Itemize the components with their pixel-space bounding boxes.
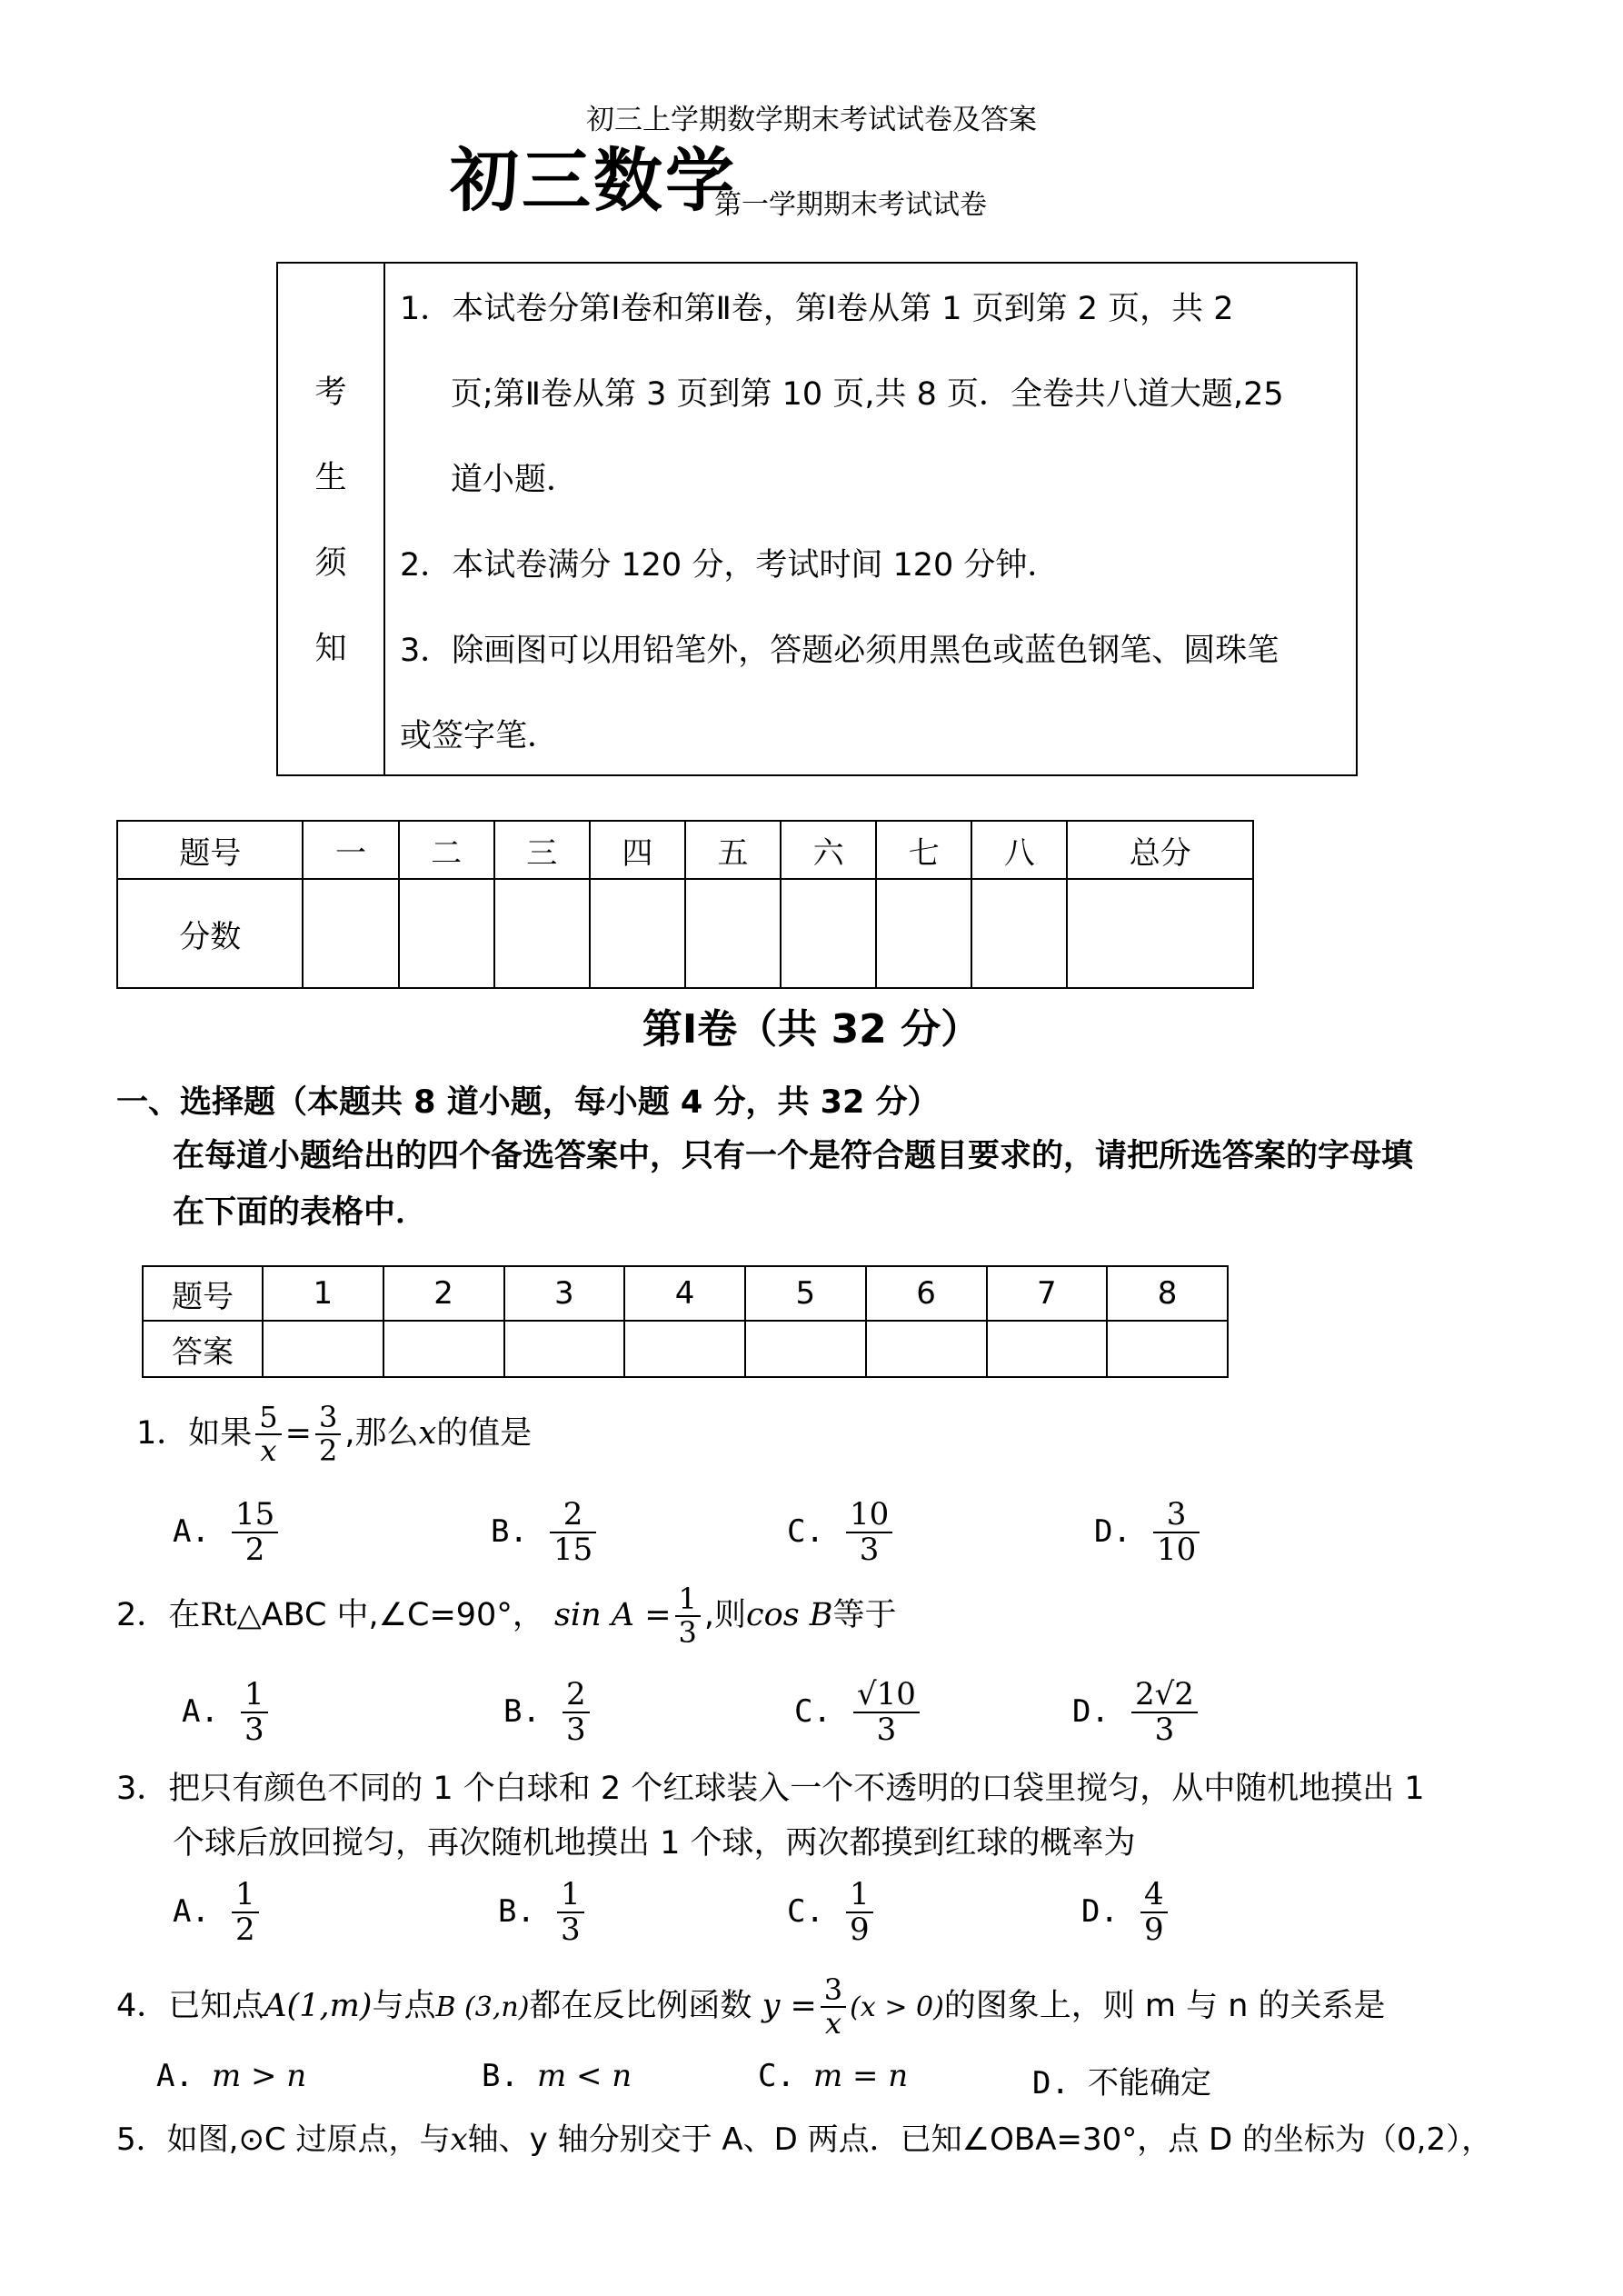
exam-main-title: 初三数学: [450, 140, 737, 221]
option-fraction: [846, 1878, 873, 1948]
fraction-numerator: √10: [853, 1678, 920, 1713]
option-fraction: [853, 1678, 920, 1748]
q3-option-b[interactable]: [498, 1878, 588, 1948]
option-text: m < n: [536, 2058, 632, 2094]
answer-row-label: 答案: [143, 1321, 263, 1377]
option-text: m = n: [812, 2058, 909, 2094]
fraction-denominator: 3: [560, 1912, 581, 1949]
option-fraction: [232, 1878, 259, 1948]
score-row-label: 分数: [117, 879, 303, 988]
notice-side-char: 知: [314, 631, 347, 667]
exam-subtitle: 第一学期期末考试试卷: [714, 189, 987, 221]
variable-x: x: [450, 2121, 468, 2158]
answer-header-cell: 1: [263, 1266, 383, 1321]
score-table-value-row: [117, 879, 1253, 988]
fraction-denominator: 3: [244, 1712, 264, 1749]
fraction-numerator: 1: [675, 1583, 701, 1617]
option-label: B.: [498, 1892, 535, 1930]
score-header-cell: 二: [399, 821, 494, 879]
q4-option-d[interactable]: [1032, 2058, 1211, 2102]
notice-line: 道小题．: [451, 462, 579, 498]
score-header-cell: 一: [303, 821, 398, 879]
option-label: C.: [787, 1892, 824, 1930]
question-1-text: 的值是: [436, 1415, 533, 1452]
function-lhs: y =: [762, 1988, 817, 2025]
fraction: [675, 1583, 701, 1649]
notice-side-char: 考: [314, 374, 347, 411]
question-4-text: 的图象上，则 m 与 n 的关系是: [943, 1988, 1386, 2025]
volume-title: 第Ⅰ卷（共 32 分）: [642, 1006, 981, 1053]
answer-cell[interactable]: [866, 1321, 987, 1377]
domain-condition: (x > 0): [850, 1992, 944, 2024]
score-header-cell: 五: [685, 821, 781, 879]
point-b: B (3,n): [435, 1992, 530, 2024]
q1-option-c[interactable]: [787, 1498, 896, 1568]
fraction-numerator: 2: [550, 1498, 596, 1533]
q1-option-b[interactable]: [491, 1498, 600, 1568]
q3-option-a[interactable]: [173, 1878, 263, 1948]
option-fraction: [846, 1498, 892, 1568]
rt-label: Rt: [200, 1597, 237, 1634]
fraction-denominator: 3: [1154, 1712, 1175, 1749]
notice-line: 1．本试卷分第Ⅰ卷和第Ⅱ卷，第Ⅰ卷从第 1 页到第 2 页，共 2: [400, 291, 1234, 327]
q2-option-b[interactable]: [503, 1678, 593, 1748]
fraction-denominator: 3: [876, 1712, 897, 1749]
answer-header-cell: 2: [383, 1266, 504, 1321]
answer-table-header-row: [143, 1266, 1228, 1321]
question-4-prefix: 4．已知点: [116, 1988, 264, 2025]
fraction-numerator: 1: [846, 1878, 873, 1913]
score-cell[interactable]: [494, 879, 590, 988]
score-header-cell: 总分: [1067, 821, 1253, 879]
q4-option-c[interactable]: [758, 2058, 908, 2094]
question-3-line: 3．把只有颜色不同的 1 个白球和 2 个红球装入一个不透明的口袋里搅匀，从中随机地摸出 1: [116, 1771, 1425, 1807]
option-label: C.: [794, 1692, 831, 1730]
q2-option-d[interactable]: [1072, 1678, 1201, 1748]
answer-cell[interactable]: [1107, 1321, 1228, 1377]
score-cell[interactable]: [590, 879, 685, 988]
fraction: [821, 1974, 846, 2040]
fraction-numerator: 3: [1153, 1498, 1200, 1533]
question-4: [116, 1974, 1386, 2040]
fraction-numerator: 1: [232, 1878, 259, 1913]
option-label: A.: [173, 1512, 210, 1550]
document-header: 初三上学期数学期末考试试卷及答案: [586, 104, 1037, 136]
answer-cell[interactable]: [745, 1321, 866, 1377]
fraction-denominator: 2: [234, 1912, 255, 1949]
option-label: D.: [1094, 1512, 1131, 1550]
variable-x: x: [418, 1415, 437, 1452]
option-label: B.: [503, 1692, 541, 1730]
fraction-numerator: 4: [1140, 1878, 1168, 1913]
notice-line: 3．除画图可以用铅笔外，答题必须用黑色或蓝色钢笔、圆珠笔: [400, 633, 1279, 669]
answer-cell[interactable]: [624, 1321, 745, 1377]
option-label: B.: [491, 1512, 528, 1550]
question-5-prefix: 5．如图,⊙C 过原点，与: [116, 2121, 451, 2158]
notice-side-char: 须: [314, 545, 347, 582]
fraction-denominator: 2: [244, 1532, 265, 1569]
answer-header-cell: 5: [745, 1266, 866, 1321]
fraction-denominator: 3: [678, 1615, 697, 1651]
q3-option-c[interactable]: [787, 1878, 877, 1948]
section-instructions: 在下面的表格中．: [173, 1194, 428, 1231]
notice-side-label: [278, 264, 385, 774]
answer-cell[interactable]: [263, 1321, 383, 1377]
fraction-denominator: 3: [565, 1712, 586, 1749]
score-cell[interactable]: [1067, 879, 1253, 988]
option-fraction: [557, 1878, 584, 1948]
cos-expression: cos B: [746, 1597, 833, 1634]
option-fraction: [1140, 1878, 1168, 1948]
fraction-denominator: x: [260, 1433, 277, 1469]
exam-notice-box: [276, 262, 1358, 776]
fraction-numerator: 15: [232, 1498, 278, 1533]
fraction-numerator: 5: [255, 1402, 281, 1435]
option-fraction: [550, 1498, 596, 1568]
q4-option-b[interactable]: [482, 2058, 632, 2094]
fraction-numerator: 3: [821, 1974, 846, 2008]
section-instructions: 在每道小题给出的四个备选答案中，只有一个是符合题目要求的，请把所选答案的字母填: [173, 1138, 1414, 1174]
option-label: D.: [1081, 1892, 1119, 1930]
option-label: A.: [182, 1692, 219, 1730]
option-label: B.: [482, 2058, 519, 2094]
fraction-denominator: 3: [859, 1532, 880, 1569]
fraction-denominator: 9: [1143, 1912, 1164, 1949]
score-header-cell: 题号: [117, 821, 303, 879]
score-cell[interactable]: [781, 879, 876, 988]
score-table: [116, 820, 1254, 989]
option-label: D.: [1072, 1692, 1110, 1730]
option-fraction: [232, 1498, 278, 1568]
q2-option-a[interactable]: [182, 1678, 272, 1748]
option-fraction: [1153, 1498, 1200, 1568]
question-4-text: 都在反比例函数: [529, 1988, 752, 2025]
question-3-line: 个球后放回搅匀，再次随机地摸出 1 个球，两次都摸到红球的概率为: [173, 1825, 1136, 1862]
fraction-denominator: 2: [318, 1433, 338, 1469]
answer-header-cell: 题号: [143, 1266, 263, 1321]
option-fraction: [1131, 1678, 1198, 1748]
sin-expression: sin A =: [553, 1597, 672, 1634]
q4-option-a[interactable]: [156, 2058, 306, 2094]
question-4-text: 与点: [372, 1988, 436, 2025]
answer-header-cell: 8: [1107, 1266, 1228, 1321]
answer-header-cell: 6: [866, 1266, 987, 1321]
fraction: [315, 1402, 341, 1467]
option-label: A.: [156, 2058, 194, 2094]
section-heading: 一、选择题（本题共 8 道小题，每小题 4 分，共 32 分）: [116, 1084, 940, 1121]
answer-table: [142, 1265, 1229, 1378]
notice-line: 2．本试卷满分 120 分，考试时间 120 分钟．: [400, 547, 1060, 584]
fraction-numerator: 10: [846, 1498, 892, 1533]
notice-side-char: 生: [314, 460, 347, 496]
question-1-prefix: 1．如果: [136, 1415, 253, 1452]
score-header-cell: 四: [590, 821, 685, 879]
score-cell[interactable]: [685, 879, 781, 988]
q2-option-c[interactable]: [794, 1678, 923, 1748]
notice-line: 页;第Ⅱ卷从第 3 页到第 10 页,共 8 页．全卷共八道大题,25: [451, 376, 1284, 413]
question-1: 1．如果 $\frac{5}{x}$ = $\frac{3}{2}$ ,那么x的值是: [136, 1400, 533, 1469]
option-text: m > n: [211, 2058, 307, 2094]
fraction-numerator: 1: [557, 1878, 584, 1913]
fraction-numerator: 2: [563, 1678, 590, 1713]
option-label: C.: [787, 1512, 824, 1550]
question-5: [116, 2114, 1492, 2159]
answer-header-cell: 3: [504, 1266, 625, 1321]
option-fraction: [241, 1678, 268, 1748]
question-2: [116, 1583, 897, 1649]
fraction-numerator: 3: [315, 1402, 341, 1435]
score-cell[interactable]: [876, 879, 971, 988]
question-2-prefix: 2．在: [116, 1597, 201, 1634]
answer-cell[interactable]: [383, 1321, 504, 1377]
option-label: A.: [173, 1892, 210, 1930]
score-table-header-row: [117, 821, 1253, 879]
option-label: D.: [1032, 2065, 1070, 2101]
q1-option-d[interactable]: [1094, 1498, 1203, 1568]
question-2-text: 等于: [832, 1597, 897, 1634]
fraction-denominator: 15: [553, 1532, 593, 1569]
fraction-numerator: 2√2: [1131, 1678, 1198, 1713]
q1-option-a[interactable]: [173, 1498, 282, 1568]
fraction-denominator: 10: [1156, 1532, 1197, 1569]
q3-option-d[interactable]: [1081, 1878, 1171, 1948]
score-cell[interactable]: [971, 879, 1067, 988]
score-header-cell: 三: [494, 821, 590, 879]
fraction: [255, 1402, 281, 1467]
answer-header-cell: 4: [624, 1266, 745, 1321]
option-label: C.: [758, 2058, 795, 2094]
point-a: A(1,m): [264, 1988, 373, 2025]
answer-cell[interactable]: [987, 1321, 1108, 1377]
score-cell[interactable]: [399, 879, 494, 988]
answer-cell[interactable]: [504, 1321, 625, 1377]
fraction-denominator: 9: [849, 1912, 870, 1949]
question-1-text: ,那么: [344, 1415, 419, 1452]
fraction-numerator: 1: [241, 1678, 268, 1713]
score-header-cell: 六: [781, 821, 876, 879]
fraction-denominator: x: [824, 2006, 841, 2041]
answer-header-cell: 7: [987, 1266, 1108, 1321]
question-2-text: ,则: [703, 1597, 747, 1634]
score-header-cell: 七: [876, 821, 971, 879]
question-2-triangle: △ABC 中,∠C=90°，: [236, 1597, 544, 1634]
option-fraction: [563, 1678, 590, 1748]
score-header-cell: 八: [971, 821, 1067, 879]
question-5-text: 轴、y 轴分别交于 A、D 两点．已知∠OBA=30°，点 D 的坐标为（0,2），: [467, 2121, 1493, 2158]
option-text: 不能确定: [1087, 2065, 1211, 2101]
answer-table-value-row: [143, 1321, 1228, 1377]
score-cell[interactable]: [303, 879, 398, 988]
notice-line: 或签字笔．: [400, 718, 560, 754]
